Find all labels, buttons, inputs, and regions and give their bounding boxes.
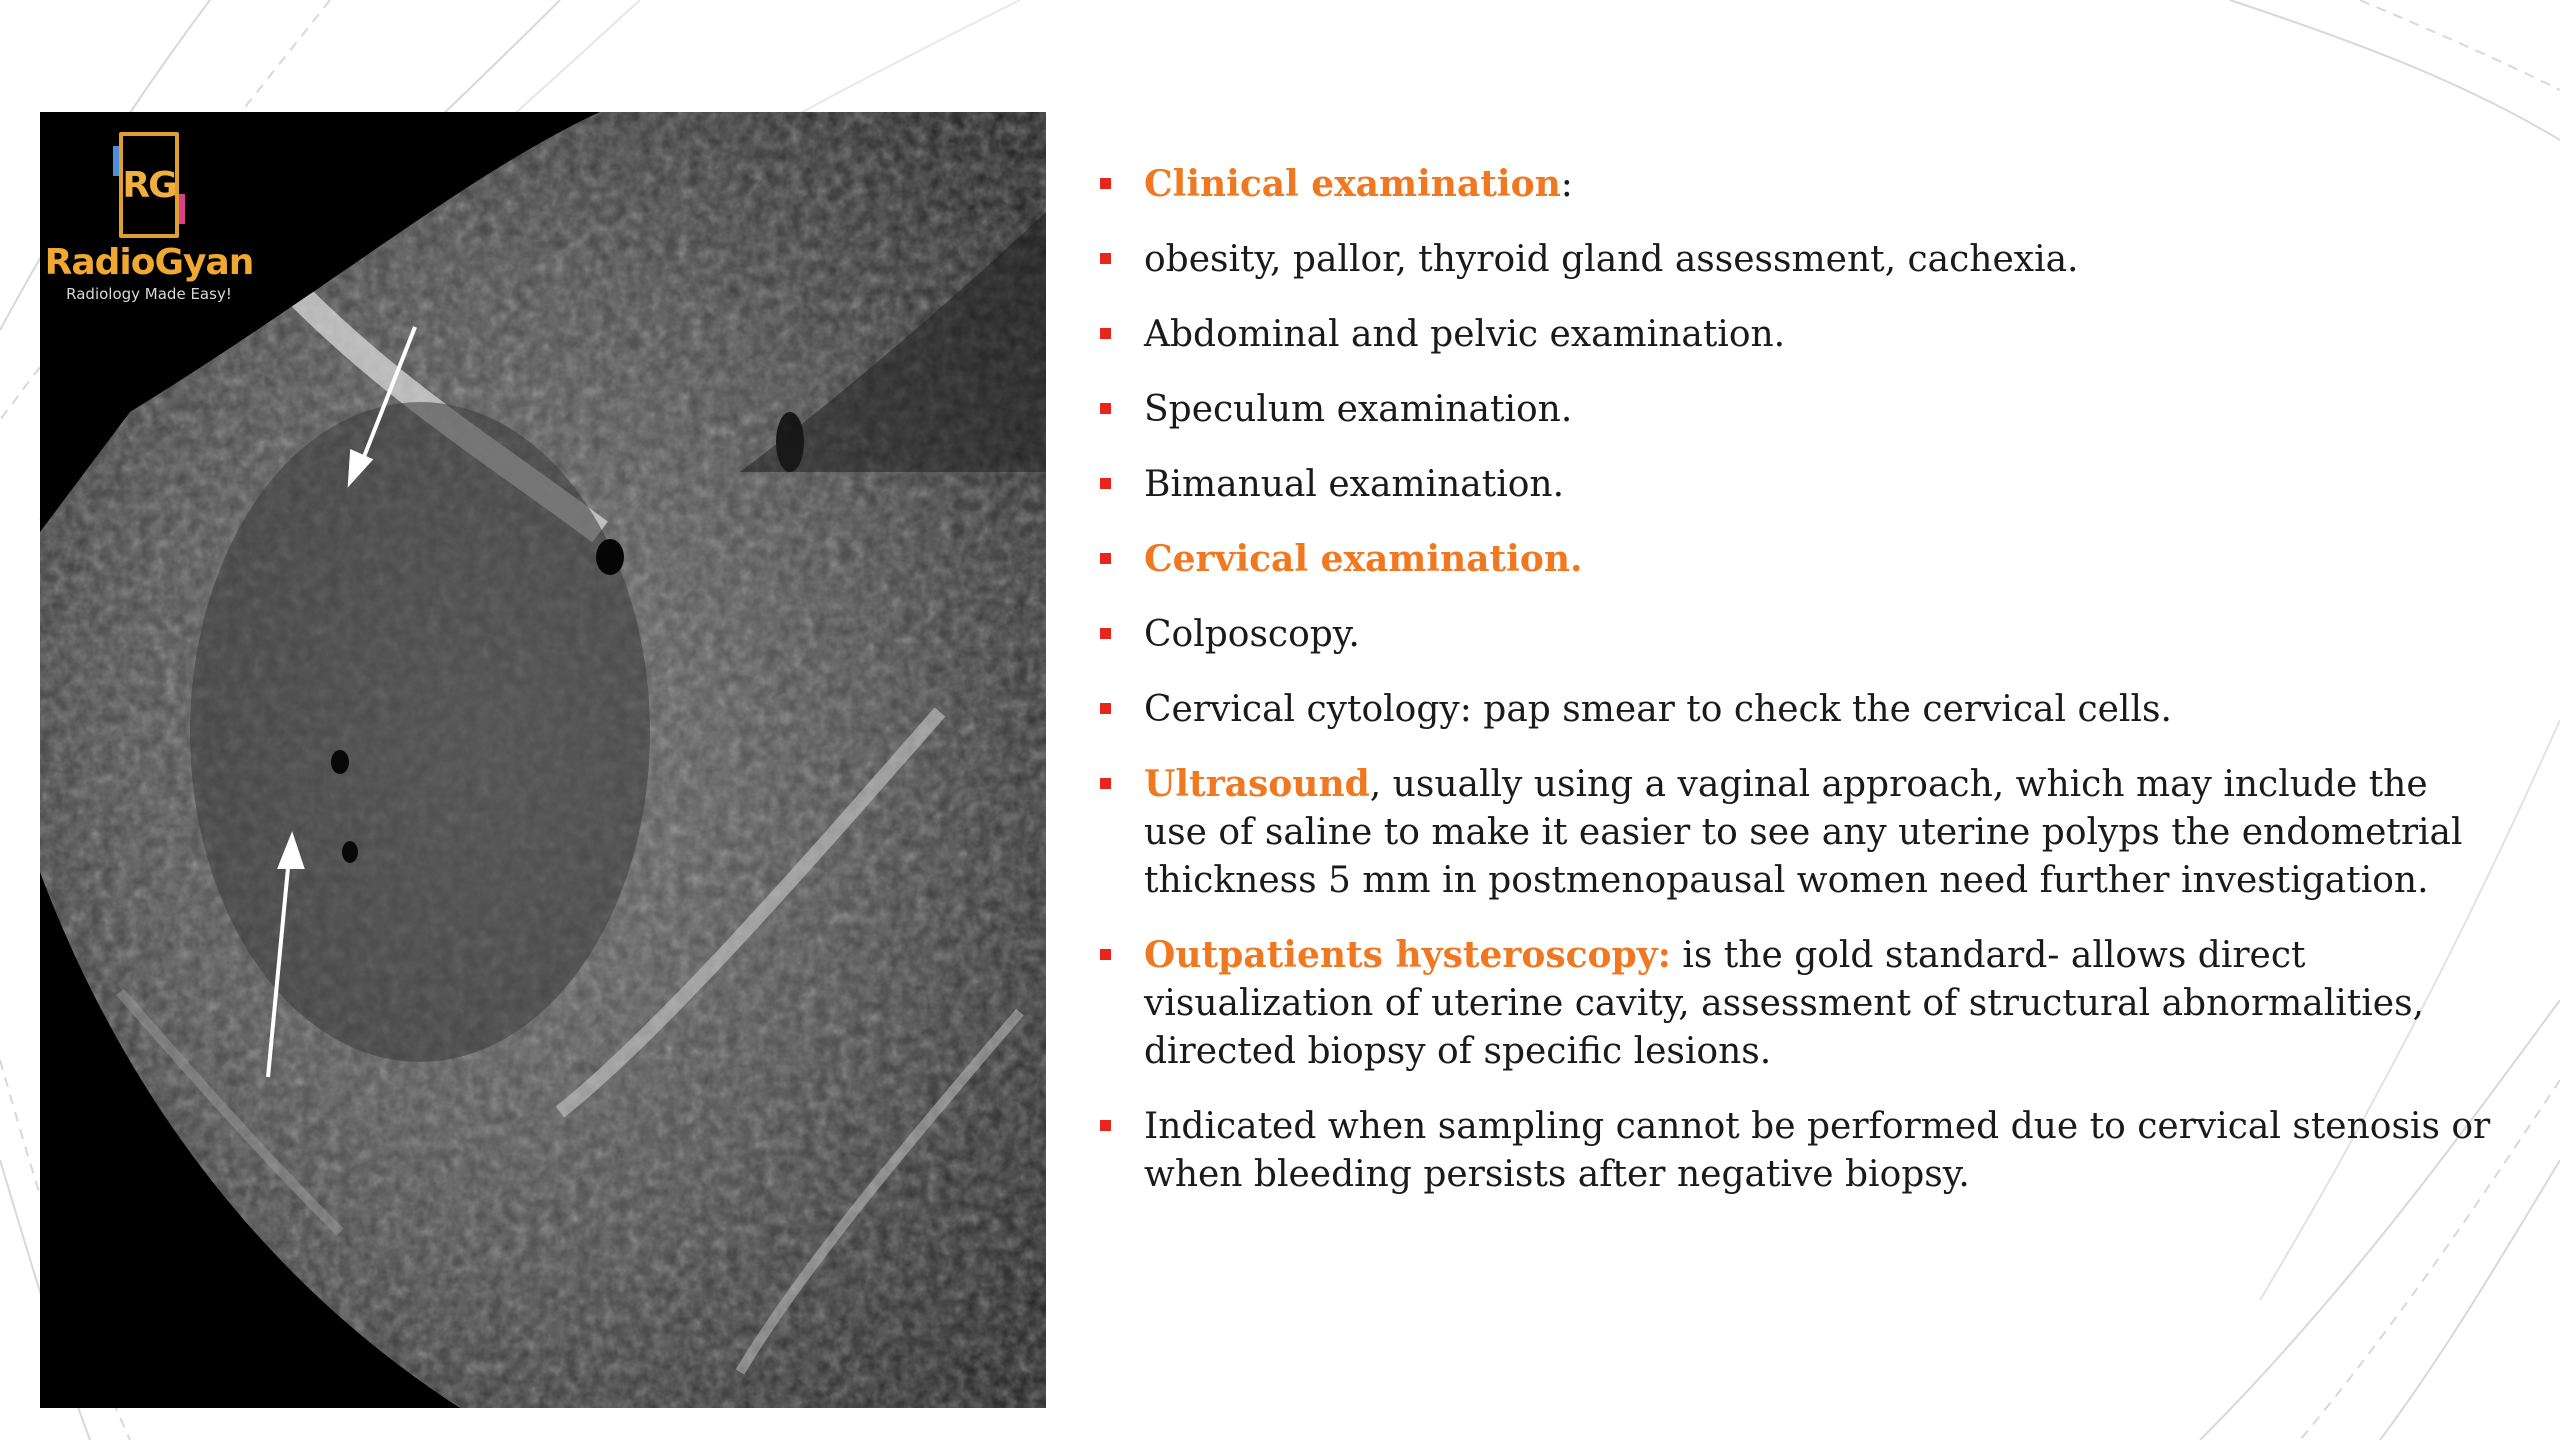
- bullet-item: [1096, 610, 2496, 659]
- bullet-item: [1096, 760, 2496, 905]
- bullet-item: [1096, 1102, 2496, 1199]
- bullet-text: :: [1560, 164, 1573, 205]
- bullet-marker-icon: [1100, 553, 1111, 564]
- bullet-item: [1096, 535, 2496, 584]
- ultrasound-image: [40, 112, 1046, 1408]
- bullet-item: [1096, 160, 2496, 209]
- bullet-highlight: Cervical examination.: [1144, 538, 1583, 580]
- logo-mark-box: [119, 132, 179, 238]
- bullet-highlight: Ultrasound: [1144, 763, 1370, 805]
- logo-tagline: Radiology Made Easy!: [66, 285, 232, 303]
- bullet-marker-icon: [1100, 253, 1111, 264]
- bullet-item: [1096, 385, 2496, 434]
- bullet-text: , usually using a vaginal approach, which may include the use of saline to make it easier to see any uterine polyps the endometrial thickness 5 mm in postmenopausal women need further investigation.: [1144, 764, 2463, 901]
- bullet-highlight: Outpatients hysteroscopy:: [1144, 934, 1671, 976]
- bullet-text: Indicated when sampling cannot be performed due to cervical stenosis or when bleeding persists after negative biopsy.: [1144, 1106, 2491, 1195]
- bullet-highlight: Clinical examination: [1144, 163, 1561, 205]
- bullet-marker-icon: [1100, 478, 1111, 489]
- bullet-item: [1096, 931, 2496, 1076]
- bullet-marker-icon: [1100, 1120, 1111, 1131]
- bullet-item: [1096, 310, 2496, 359]
- bullet-marker-icon: [1100, 703, 1111, 714]
- bullet-text: obesity, pallor, thyroid gland assessment, cachexia.: [1144, 239, 2079, 280]
- bullet-list: [1096, 160, 2496, 1225]
- bullet-text: Colposcopy.: [1144, 614, 1360, 655]
- bullet-marker-icon: [1100, 178, 1111, 189]
- bullet-marker-icon: [1100, 328, 1111, 339]
- bullet-text: Abdominal and pelvic examination.: [1144, 314, 1786, 355]
- bullet-marker-icon: [1100, 778, 1111, 789]
- bullet-marker-icon: [1100, 949, 1111, 960]
- bullet-item: [1096, 460, 2496, 509]
- bullet-marker-icon: [1100, 628, 1111, 639]
- bullet-text: is the gold standard- allows direct visualization of uterine cavity, assessment of structural abnormalities, directed biopsy of specific lesions.: [1144, 935, 2424, 1072]
- bullet-marker-icon: [1100, 403, 1111, 414]
- logo-mark: RG: [122, 164, 176, 206]
- bullet-text: Cervical cytology: pap smear to check the cervical cells.: [1144, 689, 2172, 730]
- bullet-item: [1096, 235, 2496, 284]
- bullet-item: [1096, 685, 2496, 734]
- bullet-text: Bimanual examination.: [1144, 464, 1565, 505]
- bullet-text: Speculum examination.: [1144, 389, 1573, 430]
- logo-name: RadioGyan: [44, 242, 254, 283]
- radiogyan-logo: [44, 132, 254, 362]
